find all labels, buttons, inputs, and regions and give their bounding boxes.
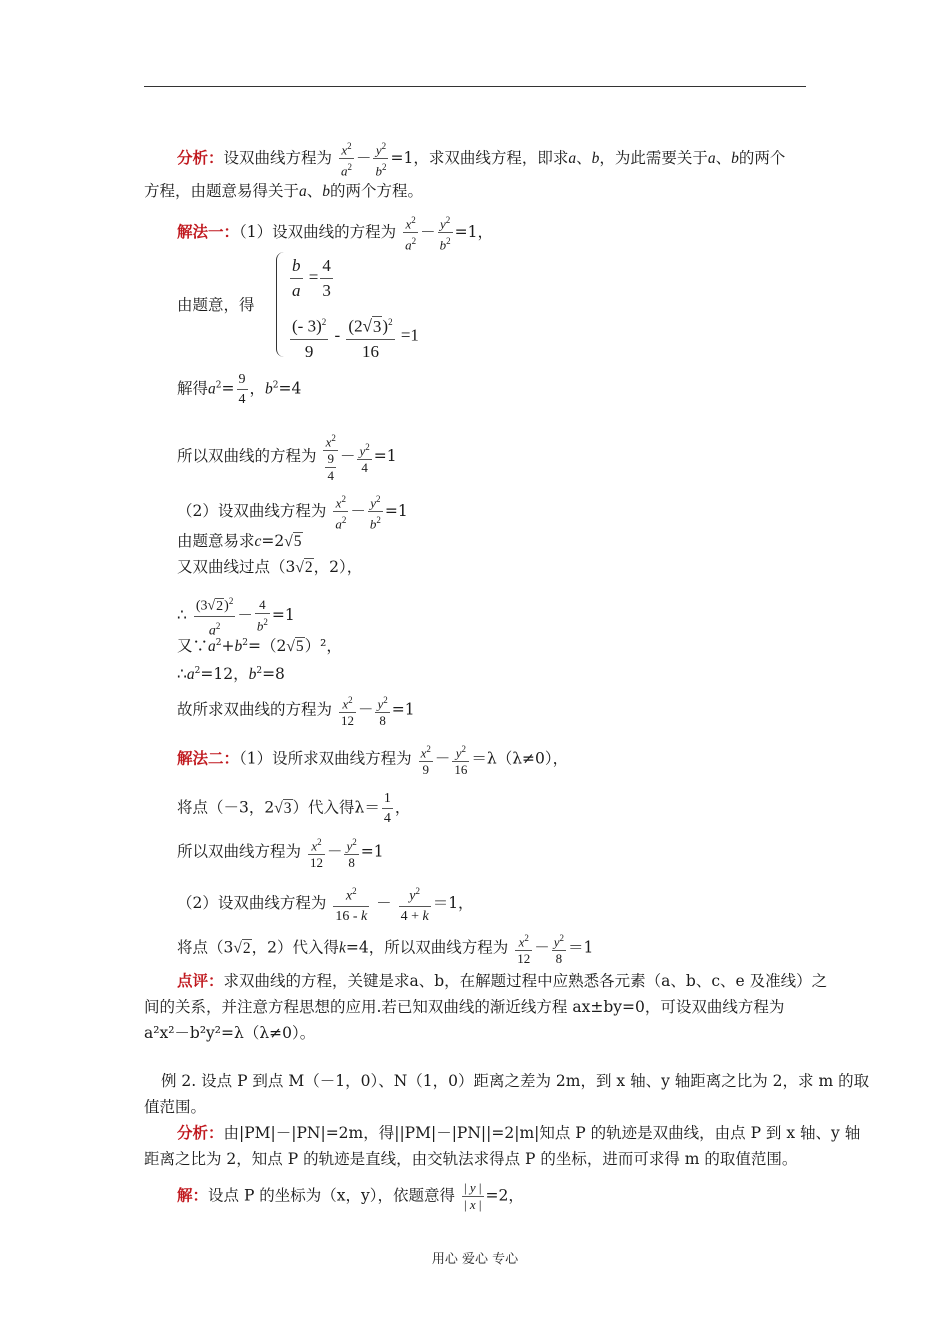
example2-analysis-1: 分析：由|PM|－|PN|=2m，得||PM|－|PN||=2|m|知点 P 的轨迹是双曲线，由点 P 到 x 轴、y 轴 [177,1123,861,1142]
method1-c-value: 由题意易求c=2√5 [177,532,302,550]
system-brace [276,252,285,357]
method1-final: 故所求双曲线的方程为 $\frac{x^2}{12}$ － $\frac{y^2}{8}$ =1 [177,692,415,729]
method1-therefore-1: ∴ $\frac{(3√2)^2}{a^2}$ － $\frac{4}{b^2}$ =1 [177,592,295,640]
comment-line-3: a²x²－b²y²=λ（λ≠0）。 [144,1024,316,1042]
method2-substitute: 将点（－3，2√3）代入得λ＝ $\frac{1}{4}$ ， [177,791,411,826]
method2-result: 所以双曲线方程为 $\frac{x^2}{12}$ － $\frac{y^2}{8}$ =1 [177,834,384,871]
comment-line-1: 点评：求双曲线的方程，关键是求a、b，在解题过程中应熟悉各元素（a、b、c、e 及准线）之 [177,971,828,990]
method2-label: 解法二： [177,748,240,768]
method2-part2: （2）设双曲线方程为 $\frac{x^2}{16 - k}$ － $\frac{y^2}{4 + k}$ ＝1， [177,882,474,926]
example2-solution: 解：设点 P 的坐标为（x，y），依题意得 $\frac{| y |}{| x |}$ =2， [177,1180,524,1212]
method2-intro: 解法二：（1）设所求双曲线方程为 $\frac{x^2}{9}$ － $\frac{y^2}{16}$ ＝λ（λ≠0）， [177,741,568,778]
header-rule [144,86,806,87]
method1-result: 所以双曲线的方程为 $\frac{x^2}{\frac{9}{4}}$ － $\frac{y^2}{4}$ =1 [177,430,397,484]
comment-line-2: 间的关系，并注意方程思想的应用.若已知双曲线的渐近线方程 ax±by=0，可设双曲线方程为 [144,998,785,1016]
method1-point: 又双曲线过点（3√2，2）， [177,558,363,576]
example2-analysis-2: 距离之比为 2，知点 P 的轨迹是直线，由交轨法求得点 P 的坐标，进而可求得 m 的取值范围。 [144,1150,798,1168]
method1-therefore-2: $\therefore a^2=12$，$b^2=8$ [177,665,285,684]
method2-substitute-2: 将点（3√2，2）代入得k=4，所以双曲线方程为 $\frac{x^2}{12}$ － $\frac{y^2}{8}$ ＝1 [177,930,593,967]
system-eq-2: $\frac{(- 3)^2}{9}$ - $\frac{(2√3)^2}{16}$ =1 [288,310,419,364]
example2-line-2: 值范围。 [144,1098,207,1116]
system-eq-1: $\frac{b}{a}$ = $\frac{4}{3}$ [292,256,331,300]
method1-label: 解法一： [177,221,240,241]
method1-given: 由题意，得 [177,296,255,314]
fraction-y2-b2: $\frac{y^2}{b^2}$ [373,138,388,180]
analysis-line-2: 方程，由题意易得关于a、b的两个方程。 [144,182,424,200]
method1-part2: （2）设双曲线方程为 $\frac{x^2}{a^2}$ － $\frac{y^2}{b^2}$ =1 [177,491,408,533]
example2-solution-label: 解： [177,1185,209,1205]
fraction-x2-a2: $\frac{x^2}{a^2}$ [339,138,354,180]
method1-because: 又$\because a^2+b^2=(2√5)^2$， [177,637,342,656]
example2-analysis-label: 分析： [177,1123,224,1142]
analysis-label: 分析： [177,147,224,167]
method1-solve: 解得$a^2=$ $\frac{9}{4}$ ，$b^2=4$ [177,372,302,407]
example2-line-1: 例 2. 设点 P 到点 M（－1，0）、N（1，0）距离之差为 2m，到 x 轴、y 轴距离之比为 2，求 m 的取 [161,1072,870,1090]
page-footer: 用心 爱心 专心 [431,1252,519,1267]
method1-intro: 解法一：（1）设双曲线的方程为 $\frac{x^2}{a^2}$ － $\frac{y^2}{b^2}$ =1， [177,212,493,254]
comment-label: 点评： [177,971,224,990]
analysis-line-1: 分析：设双曲线方程为 $\frac{x^2}{a^2}$ － $\frac{y^2}{b^2}$ =1，求双曲线方程，即求a、b，为此需要关于a、b的两个 [177,138,785,180]
